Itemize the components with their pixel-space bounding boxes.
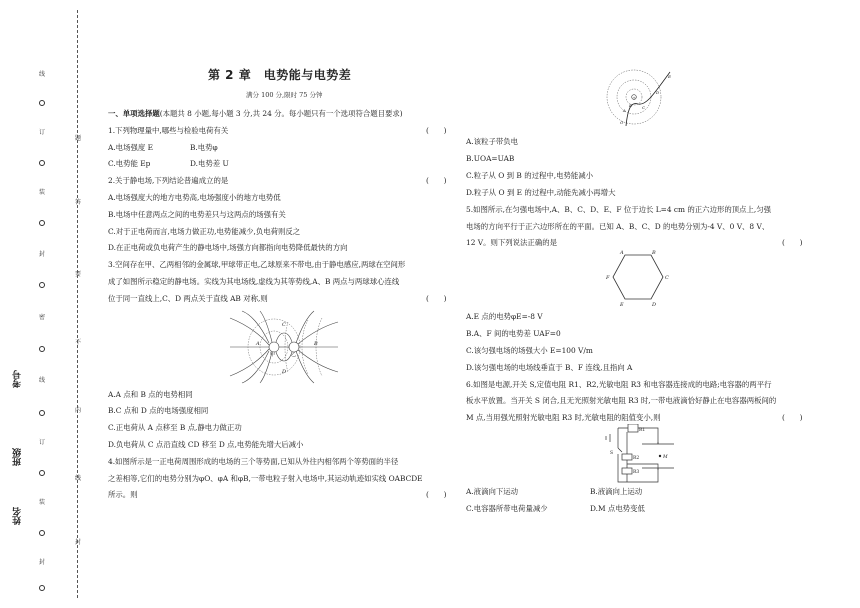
q2-answer-blank[interactable]: ( ) <box>426 176 447 185</box>
q1-option-b[interactable]: B.电势φ <box>190 143 218 152</box>
q2-option-c[interactable]: C.对于正电荷而言,电场力做正功,电势能减少,负电荷则反之 <box>108 227 301 236</box>
binding-hole <box>39 220 45 226</box>
q3-label-b: B <box>314 341 318 347</box>
binding-hole <box>39 470 45 476</box>
binding-hole <box>39 585 45 591</box>
section-heading <box>108 110 403 117</box>
binding-word: 要 <box>74 271 81 278</box>
q1-option-a[interactable]: A.电场强度 E <box>108 143 153 152</box>
q5-label-c: C <box>665 275 669 281</box>
binding-word: 线 <box>74 475 81 482</box>
binding-hole <box>39 346 45 352</box>
q4-option-a[interactable]: A.该粒子带负电 <box>466 137 519 146</box>
q2-option-a[interactable]: A.电场强度大的地方电势高,电场强度小的地方电势低 <box>108 193 281 202</box>
q6-label-r2: R2 <box>633 456 640 461</box>
exam-number-label: 考号 <box>13 370 23 388</box>
q5-stem-line2: 电场的方向平行于正六边形所在的平面。已知 A、B、C、D 的电势分别为-4 V、0 V、8 V、 <box>466 222 770 231</box>
binding-word: 封 <box>38 559 45 566</box>
binding-word: 内 <box>74 407 81 414</box>
q3-option-b[interactable]: B.C 点和 D 点的电场强度相同 <box>108 406 209 415</box>
page-subtitle: 满分 100 分,限时 75 分钟 <box>246 91 323 99</box>
binding-word: 封 <box>38 251 45 258</box>
q3-label-a: A <box>256 341 260 347</box>
q2-option-d[interactable]: D.在正电荷或负电荷产生的静电场中,场强方向都指向电势降低最快的方向 <box>108 243 348 252</box>
q3-option-d[interactable]: D.负电荷从 C 点沿直线 CD 移至 D 点,电势能先增大后减小 <box>108 440 304 449</box>
q6-stem-line3: M 点,当用强光照射光敏电阻 R3 时,光敏电阻的阻值变小,则 <box>466 413 661 422</box>
q4-stem-line3: 所示。则 <box>108 490 138 499</box>
q5-label-a: A <box>620 250 624 256</box>
q2-option-b[interactable]: B.电场中任意两点之间的电势差只与这两点的场强有关 <box>108 210 286 219</box>
q1-answer-blank[interactable]: ( ) <box>426 126 447 135</box>
q3-label-d: D <box>282 369 287 375</box>
q3-label-yi: 乙 <box>291 352 297 358</box>
q3-answer-blank[interactable]: ( ) <box>426 294 447 303</box>
binding-hole <box>39 410 45 416</box>
q5-option-c[interactable]: C.该匀强电场的场强大小 E=100 V/m <box>466 346 593 355</box>
q5-stem-line1: 5.如图所示,在匀强电场中,A、B、C、D、E、F 位于边长 L=4 cm 的正六边形的顶点上,匀强 <box>466 205 772 214</box>
section-heading-note: (本题共 8 小题,每小题 3 分,共 24 分。每小题只有一个选项符合题目要求) <box>159 109 403 118</box>
binding-word: 密 <box>38 314 45 321</box>
binding-word: 装 <box>38 189 45 196</box>
q2-stem: 2.关于静电场,下列结论普遍成立的是 <box>108 176 229 185</box>
q6-option-c[interactable]: C.电容器所带电荷量减少 <box>466 504 548 513</box>
binding-word: 封 <box>74 539 81 546</box>
binding-word: 答 <box>74 199 81 206</box>
q5-label-d: D <box>652 302 657 308</box>
binding-word: 题 <box>74 135 81 142</box>
q4-option-d[interactable]: D.粒子从 O 到 E 的过程中,动能先减小再增大 <box>466 188 616 197</box>
q3-stem-line2: 成了如图所示稳定的静电场。实线为其电场线,虚线为其等势线,A、B 两点与两球球心连线 <box>108 277 400 286</box>
q1-option-d[interactable]: D.电势差 U <box>190 159 229 168</box>
q5-stem-line3: 12 V。则下列说法正确的是 <box>466 238 557 247</box>
q3-option-a[interactable]: A.A 点和 B 点的电势相同 <box>108 390 193 399</box>
q4-stem-line2: 之差相等,它们的电势分别为φO、φA 和φB,一带电粒子射入电场中,其运动轨迹如实线 OABCDE <box>108 474 423 483</box>
q1-option-c[interactable]: C.电势能 Ep <box>108 159 151 168</box>
q4-answer-blank[interactable]: ( ) <box>426 490 447 499</box>
q4-stem-line1: 4.如图所示是一正电荷周围形成的电场的三个等势面,已知从外往内相邻两个等势面的半径 <box>108 457 399 466</box>
q5-answer-blank[interactable]: ( ) <box>782 238 803 247</box>
q4-option-c[interactable]: C.粒子从 O 到 B 的过程中,电势能减小 <box>466 171 594 180</box>
q1-stem: 1.下列物理量中,哪些与检验电荷有关 <box>108 126 229 135</box>
q5-option-b[interactable]: B.A、F 间的电势差 UAF=0 <box>466 329 561 338</box>
q5-label-e: E <box>620 302 624 308</box>
svg-text:B: B <box>629 103 632 108</box>
svg-text:D: D <box>656 90 660 95</box>
q6-option-b[interactable]: B.液滴向上运动 <box>590 487 643 496</box>
q3-stem-line1: 3.空间存在甲、乙两相邻的金属球,甲球带正电,乙球原来不带电,由于静电感应,两球在空间形 <box>108 260 406 269</box>
binding-word: 线 <box>38 71 45 78</box>
q3-label-c: C <box>282 322 286 328</box>
binding-hole <box>39 282 45 288</box>
section-heading-title: 一、单项选择题 <box>108 109 160 118</box>
q3-stem-line3: 位于同一直线上,C、D 两点关于直线 AB 对称,则 <box>108 294 268 303</box>
q5-label-b: B <box>652 250 656 256</box>
q6-option-d[interactable]: D.M 点电势变低 <box>590 504 645 513</box>
q4-option-b[interactable]: B.UOA=UAB <box>466 154 515 163</box>
q3-option-c[interactable]: C.正电荷从 A 点移至 B 点,静电力做正功 <box>108 423 242 432</box>
q3-field-figure <box>228 310 340 384</box>
binding-hole <box>39 160 45 166</box>
svg-text:C: C <box>642 105 646 110</box>
q3-label-jia: 甲 <box>270 352 276 358</box>
binding-hole <box>39 530 45 536</box>
q6-label-r1: R1 <box>639 428 646 433</box>
binding-word: 装 <box>38 499 45 506</box>
binding-word: 线 <box>38 377 45 384</box>
q6-circuit-figure <box>598 424 680 486</box>
q6-answer-blank[interactable]: ( ) <box>782 413 803 422</box>
name-label: 姓名 <box>13 507 23 525</box>
svg-text:A: A <box>623 108 626 113</box>
q5-label-f: F <box>606 275 610 281</box>
q5-option-d[interactable]: D.该匀强电场的电场线垂直于 B、F 连线,且指向 A <box>466 363 633 372</box>
q4-equipotential-figure <box>598 66 676 128</box>
binding-margin-right <box>34 0 50 608</box>
q6-label-m: M <box>663 455 668 460</box>
binding-margin-mid <box>70 0 86 608</box>
page-title: 第 2 章 电势能与电势差 <box>208 68 352 82</box>
svg-text:+: + <box>632 94 636 100</box>
q6-option-a[interactable]: A.液滴向下运动 <box>466 487 519 496</box>
svg-text:E: E <box>668 74 671 79</box>
q5-hexagon-figure <box>605 247 673 309</box>
binding-word: 订 <box>38 129 45 136</box>
q6-stem-line2: 板水平放置。当开关 S 闭合,且无光照射光敏电阻 R3 时,一带电液滴恰好静止在电容器两板间的 <box>466 396 777 405</box>
q5-option-a[interactable]: A.E 点的电势φE=-8 V <box>466 312 543 321</box>
binding-word: 订 <box>38 439 45 446</box>
q6-label-r3: R3 <box>633 470 640 475</box>
class-label: 班级 <box>13 448 23 466</box>
q6-label-s: S <box>610 451 614 456</box>
svg-text:O: O <box>620 120 624 125</box>
binding-hole <box>39 100 45 106</box>
binding-cut-line <box>77 10 78 598</box>
q6-stem-line1: 6.如图是电源,开关 S,定值电阻 R1、R2,光敏电阻 R3 和电容器连接成的电路;电容器的两平行 <box>466 380 772 389</box>
binding-word: 不 <box>74 339 81 346</box>
